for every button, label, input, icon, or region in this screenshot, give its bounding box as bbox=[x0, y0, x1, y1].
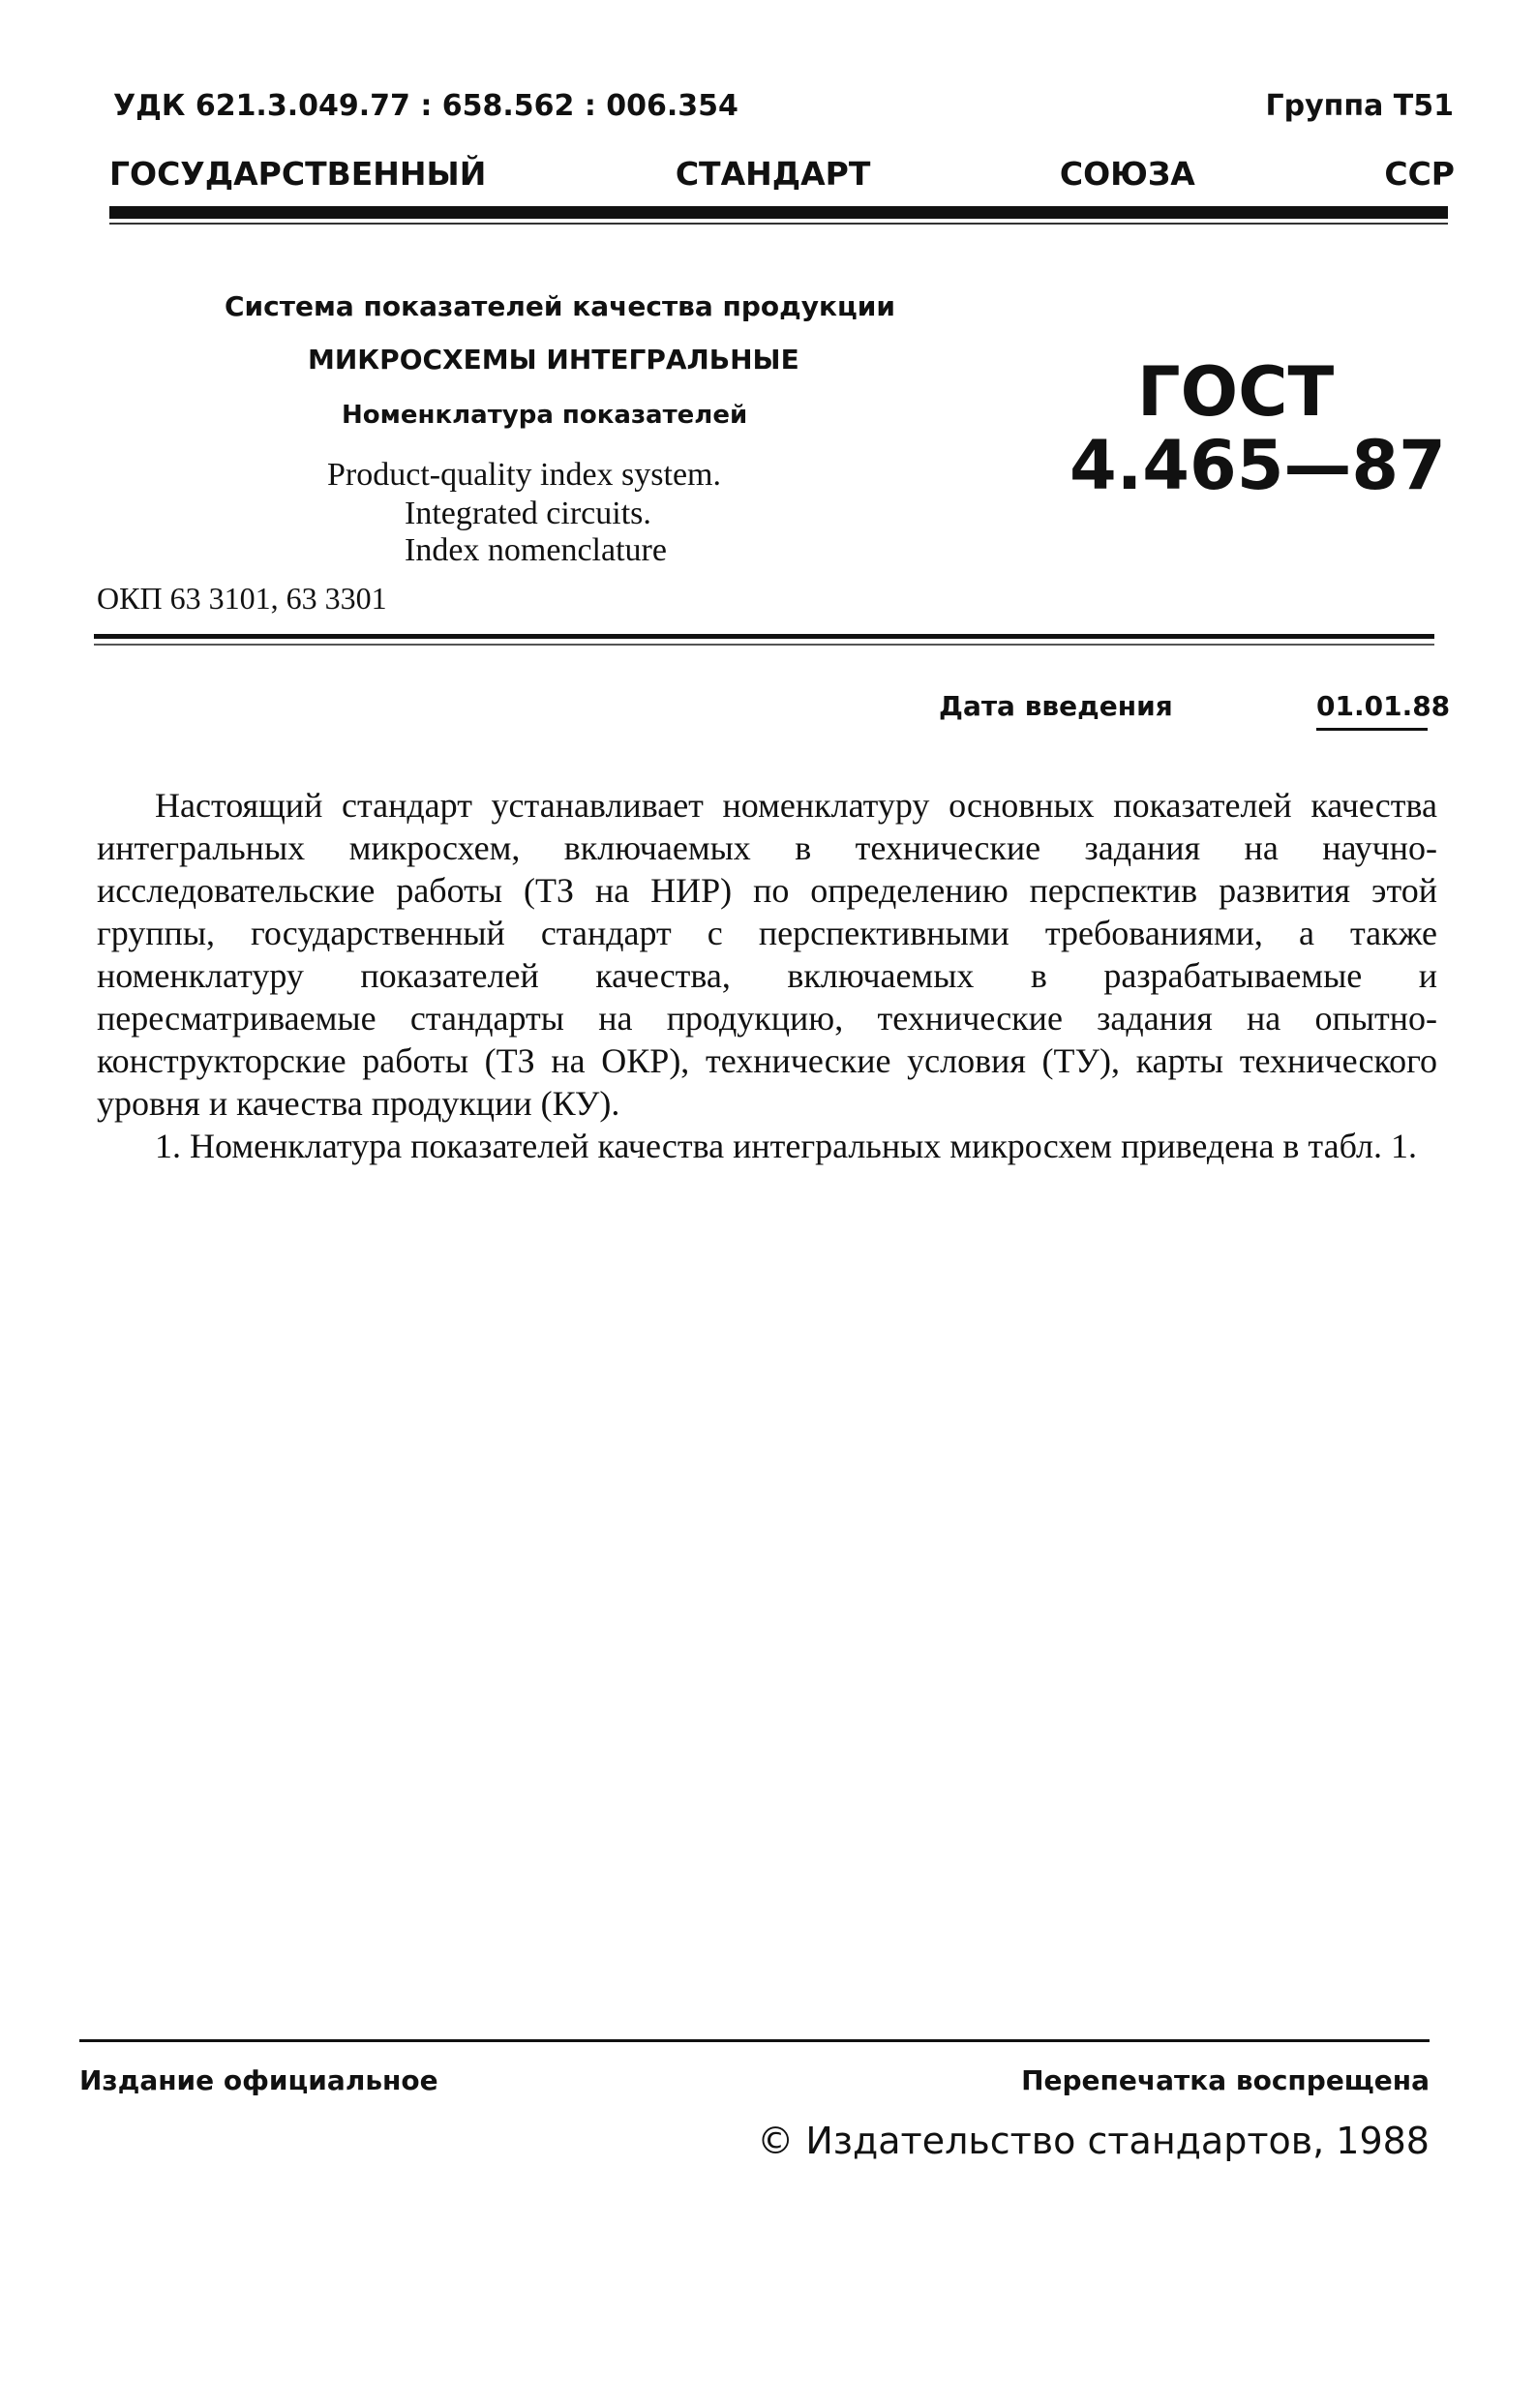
state-standard-word: СТАНДАРТ bbox=[675, 155, 871, 193]
state-standard-word: ГОСУДАРСТВЕННЫЙ bbox=[109, 155, 487, 193]
state-standard-word: СОЮЗА bbox=[1059, 155, 1195, 193]
state-standard-heading bbox=[109, 155, 1455, 193]
middle-thin-rule bbox=[94, 644, 1434, 646]
body-text bbox=[97, 784, 1437, 1167]
middle-rule bbox=[94, 634, 1434, 639]
official-edition-note: Издание официальное bbox=[79, 2064, 438, 2096]
gost-number: 4.465—87 bbox=[1069, 426, 1446, 505]
intro-date-label: Дата введения bbox=[939, 690, 1173, 722]
intro-date-value: 01.01.88 bbox=[1316, 690, 1451, 722]
state-standard-word: ССР bbox=[1384, 155, 1455, 193]
body-paragraph: 1. Номенклатура показателей качества интегральных микросхем приведена в табл. 1. bbox=[155, 1127, 1417, 1165]
udk-code: УДК 621.3.049.77 : 658.562 : 006.354 bbox=[113, 89, 738, 123]
english-title-line: Integrated circuits. bbox=[405, 496, 651, 531]
system-title: Система показателей качества продукции bbox=[225, 290, 896, 322]
subject-title: МИКРОСХЕМЫ ИНТЕГРАЛЬНЫЕ bbox=[308, 344, 799, 376]
group-code: Группа Т51 bbox=[1265, 89, 1454, 123]
gost-label: ГОСТ bbox=[1137, 352, 1335, 432]
reprint-prohibited-note: Перепечатка воспрещена bbox=[1021, 2064, 1430, 2096]
top-thick-rule bbox=[109, 206, 1448, 219]
body-paragraph: Настоящий стандарт устанавливает номенклатуру основных показателей качества интегральных микросхем, включаемых в технические задания на научно-исследовательские работы (ТЗ на НИР) по определению перспектив развития этой группы, государственный стандарт с перспективными требованиями, а также номенклатуру показателей качества, включаемых в разрабатываемые и пересматриваемые стандарты на продукцию, технические задания на опытно-конструкторские работы (ТЗ на ОКР), технические условия (ТУ), карты технического уровня и качества продукции (КУ). bbox=[97, 786, 1437, 1123]
english-title-line: Product-quality index system. bbox=[327, 457, 722, 493]
date-underline bbox=[1316, 728, 1428, 731]
nomenclature-title: Номенклатура показателей bbox=[342, 401, 748, 430]
copyright-line: © Издательство стандартов, 1988 bbox=[757, 2120, 1430, 2162]
okp-code: ОКП 63 3101, 63 3301 bbox=[97, 581, 387, 616]
english-title-line: Index nomenclature bbox=[405, 532, 667, 568]
footer-rule bbox=[79, 2039, 1430, 2042]
top-thin-rule bbox=[109, 223, 1448, 225]
